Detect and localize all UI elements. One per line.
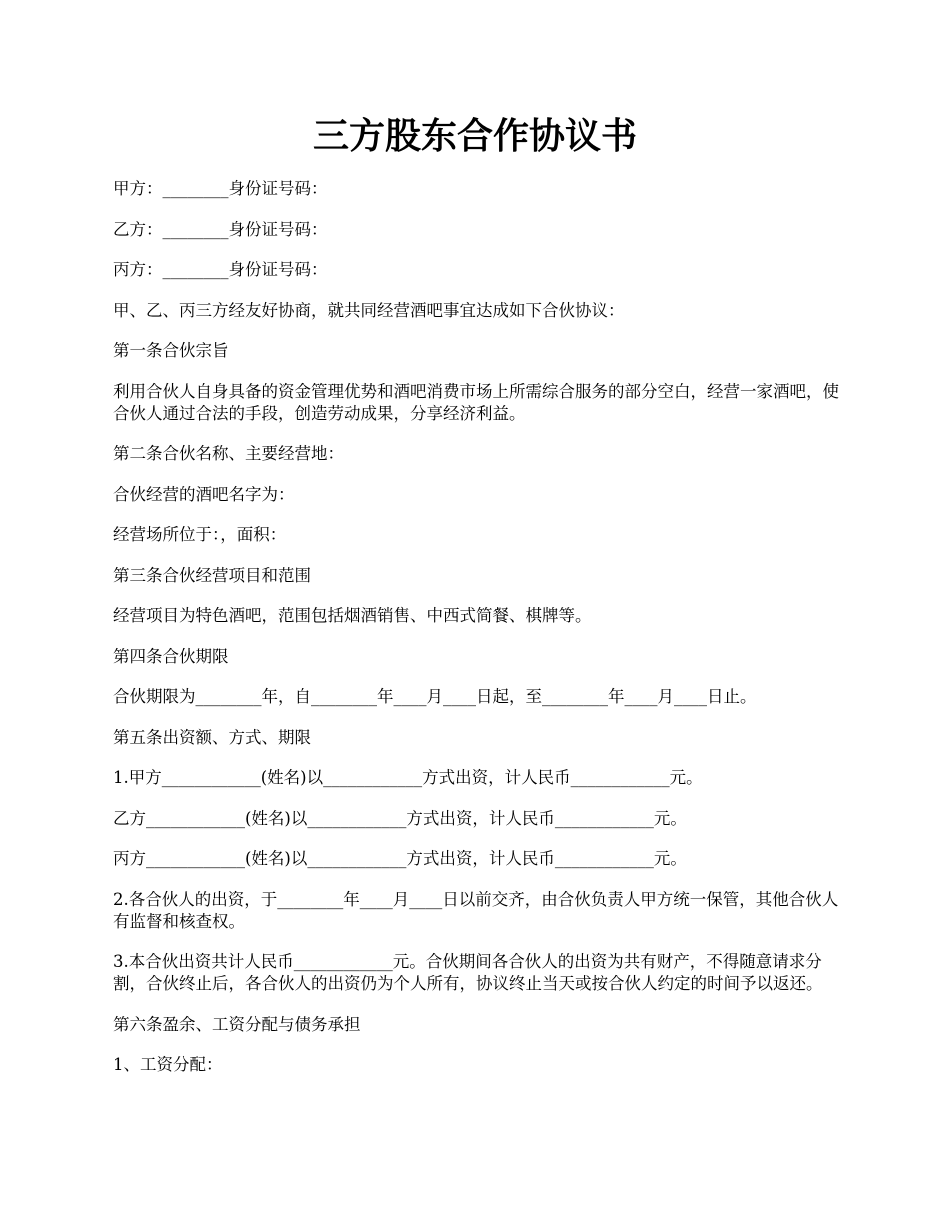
contribution-party-c: 丙方____________(姓名)以____________方式出资，计人民币____________元。 bbox=[113, 849, 687, 868]
party-b-line: 乙方：________身份证号码： bbox=[113, 219, 328, 239]
article-1-heading: 第一条合伙宗旨 bbox=[113, 341, 229, 360]
article-2-heading: 第二条合伙名称、主要经营地： bbox=[113, 444, 344, 463]
article-3-text: 经营项目为特色酒吧，范围包括烟酒销售、中西式简餐、棋牌等。 bbox=[113, 606, 592, 625]
article-4-text: 合伙期限为________年，自________年____月____日起，至________年____月____日止。 bbox=[113, 687, 757, 706]
article-5-heading: 第五条出资额、方式、期限 bbox=[113, 727, 311, 747]
party-c-line: 丙方：________身份证号码： bbox=[113, 260, 328, 279]
party-a-line: 甲方：________身份证号码： bbox=[113, 179, 328, 198]
contribution-deadline: 2.各合伙人的出资，于________年____月____日以前交齐，由合伙负责人甲方统一保管，其他合伙人有监督和核查权。 bbox=[113, 889, 839, 931]
preamble: 甲、乙、丙三方经友好协商，就共同经营酒吧事宜达成如下合伙协议： bbox=[113, 300, 625, 320]
article-1-text: 利用合伙人自身具备的资金管理优势和酒吧消费市场上所需综合服务的部分空白，经营一家酒吧，使合伙人通过合法的手段，创造劳动成果，分享经济利益。 bbox=[113, 381, 839, 423]
article-6-heading: 第六条盈余、工资分配与债务承担 bbox=[113, 1014, 361, 1034]
document-body bbox=[113, 178, 841, 1095]
article-4-heading: 第四条合伙期限 bbox=[113, 646, 229, 666]
contribution-total: 3.本合伙出资共计人民币____________元。合伙期间各合伙人的出资为共有财产，不得随意请求分割，合伙终止后，各合伙人的出资仍为个人所有，协议终止当天或按合伙人约定的时间予以返还。 bbox=[113, 952, 823, 993]
contribution-party-a: 1.甲方____________(姓名)以____________方式出资，计人民币____________元。 bbox=[113, 768, 703, 787]
location-line: 经营场所位于：，面积： bbox=[113, 525, 287, 544]
bar-name-line: 合伙经营的酒吧名字为： bbox=[113, 484, 295, 504]
contribution-party-b: 乙方____________(姓名)以____________方式出资，计人民币____________元。 bbox=[113, 808, 687, 828]
document-title: 三方股东合作协议书 bbox=[312, 115, 637, 157]
wage-distribution-heading: 1、工资分配： bbox=[113, 1055, 223, 1074]
article-3-heading: 第三条合伙经营项目和范围 bbox=[113, 565, 311, 585]
